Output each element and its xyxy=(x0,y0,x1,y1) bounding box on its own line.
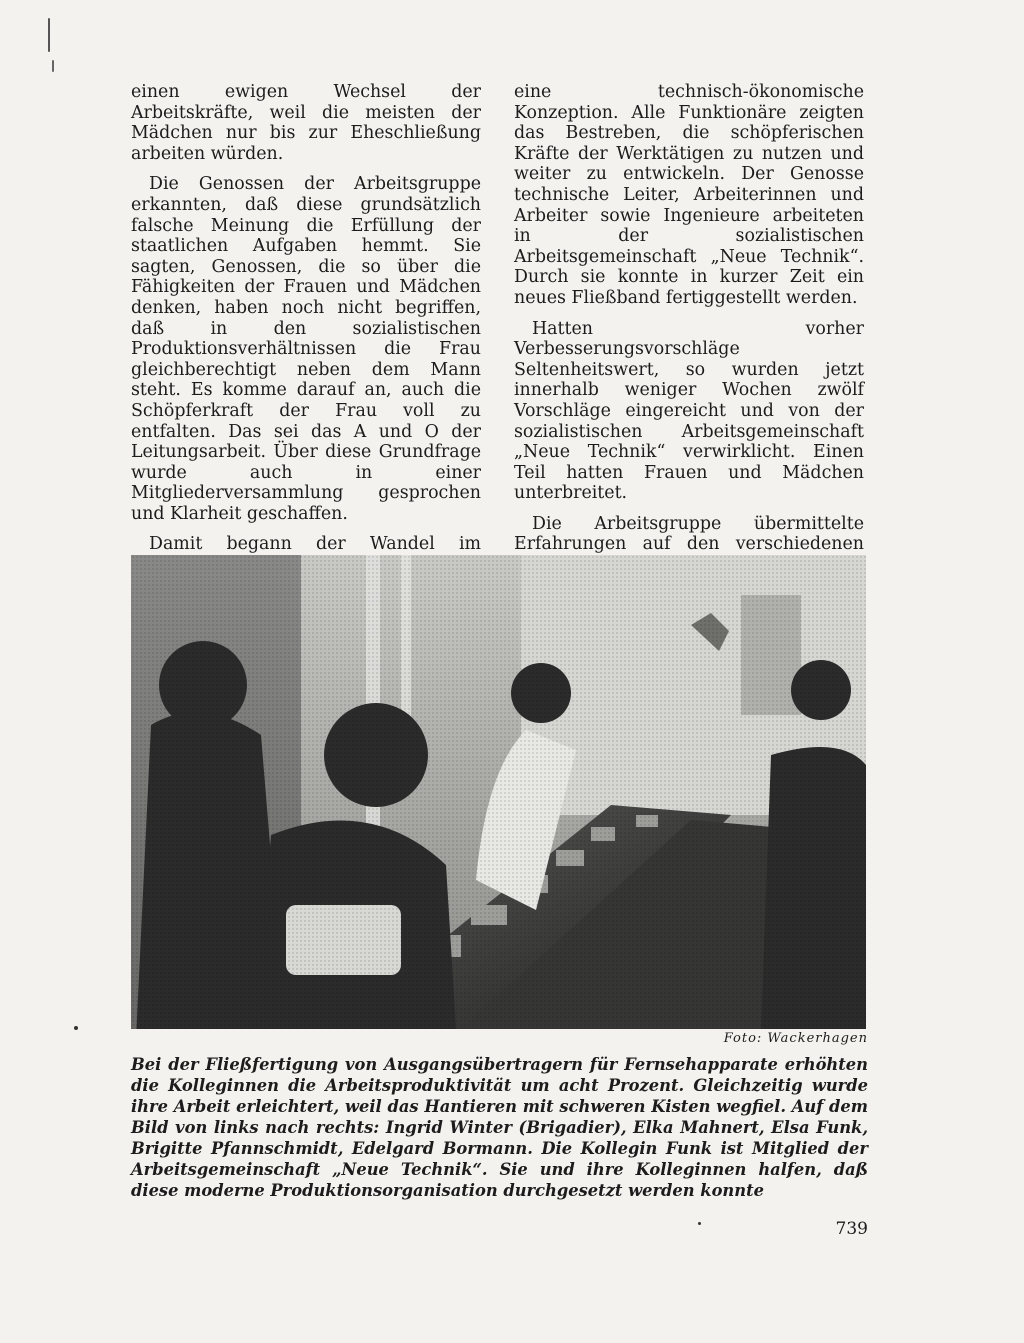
page-number: 739 xyxy=(835,1219,868,1239)
print-speck xyxy=(74,1026,78,1030)
caption-text: Bei der Fließfertigung von Ausgangsübertragern für Fernsehapparate erhöhten die Kolleginnen die Arbeitsproduktivität um acht Prozent. Gleichzeitig wurde ihre Arbeit erleichtert, weil das Hantieren mit schweren Kisten wegfiel. Auf dem Bild von links nach rechts: Ingrid Winter (Brigadier), Elka Mahnert, Elsa Funk, Brigitte Pfannschmidt, Edelgard Bormann. Die Kollegin Funk ist Mitglied der Arbeitsgemeinschaft „Neue Technik“. Sie und ihre Kolleginnen halfen, daß diese moderne Produktionsorganisation durchgesetzt werden konnte xyxy=(131,1055,868,1200)
body-paragraph: Damit begann der Wandel im xyxy=(149,534,481,555)
body-paragraph: einen ewigen Wechsel der Arbeitskräfte, weil die meisten der Mädchen nur bis zur Eheschließung arbeiten würden. xyxy=(131,82,481,164)
right-text-column xyxy=(514,82,864,617)
print-speck xyxy=(698,1222,701,1225)
body-paragraph: Hatten vorher Verbesserungsvorschläge Seltenheitswert, so wurden jetzt innerhalb weniger Wochen zwölf Vorschläge eingereicht und von der sozialistischen Arbeitsgemeinschaft „Neue Technik“ verwirklicht. Einen Teil hatten Frauen und Mädchen unterbreitet. xyxy=(514,318,864,504)
assembly-line-photo-illustration xyxy=(131,555,866,1029)
factory-photo xyxy=(131,555,866,1029)
photo-caption xyxy=(131,1054,868,1201)
left-text-column xyxy=(131,82,481,617)
print-speck xyxy=(48,18,50,52)
body-paragraph: Die Genossen der Arbeitsgruppe erkannten, daß diese grundsätzlich falsche Meinung die Erfüllung der staatlichen Aufgaben hemmt. Sie sagten, Genossen, die so über die Fähigkeiten der Frauen und Mädchen denken, haben noch nicht begriffen, daß in den sozialistischen Produktionsverhältnissen die Frau gleichberechtigt neben dem Mann steht. Es komme darauf an, auch die Schöpferkraft der Frau voll zu entfalten. Das sei das A und O der Leitungsarbeit. Über diese Grundfrage wurde auch in einer Mitgliederversammlung gesprochen und Klarheit geschaffen. xyxy=(131,174,481,524)
photo-credit: Foto: Wackerhagen xyxy=(723,1031,868,1046)
body-paragraph: Die Arbeitsgruppe übermittelte Erfahrungen auf den verschiedenen xyxy=(514,513,864,555)
print-speck xyxy=(52,60,54,72)
body-paragraph: eine technisch-ökonomische Konzeption. Alle Funktionäre zeigten das Bestreben, die schöpferischen Kräfte der Werktätigen zu nutzen und weiter zu entwickeln. Der Genosse technische Leiter, Arbeiterinnen und Arbeiter sowie Ingenieure arbeiteten in der sozialistischen Arbeitsgemeinschaft „Neue Technik“. Durch sie konnte in kurzer Zeit ein neues Fließband fertiggestellt werden. xyxy=(514,82,864,308)
